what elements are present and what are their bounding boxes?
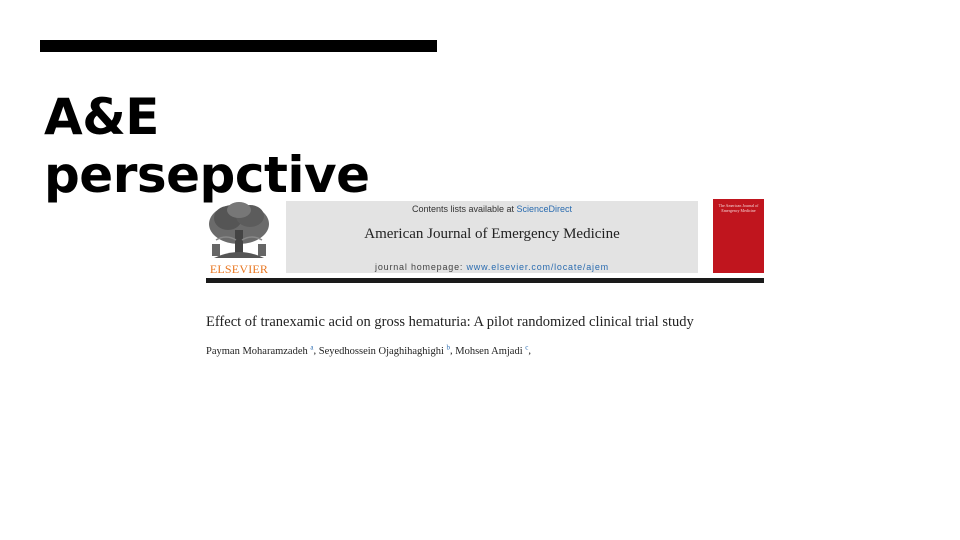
- author-list: [206, 343, 531, 357]
- paper-screenshot: [206, 198, 764, 368]
- elsevier-tree-icon: [206, 200, 272, 262]
- author-1-affiliation: a: [310, 343, 314, 351]
- author-3-name: Mohsen Amjadi: [455, 345, 523, 357]
- author-1[interactable]: [206, 343, 314, 357]
- contents-line: [286, 204, 698, 214]
- header-rule: [206, 278, 764, 283]
- elsevier-wordmark: ELSEVIER: [209, 262, 269, 276]
- slide-title-line-1: A&E: [44, 88, 159, 146]
- author-2-affiliation: b: [446, 343, 450, 351]
- article-title: Effect of tranexamic acid on gross hematuria: A pilot randomized clinical trial study: [206, 314, 694, 330]
- author-3-affiliation: c: [525, 343, 529, 351]
- slide-title: [44, 88, 370, 204]
- elsevier-logo: [206, 200, 272, 274]
- author-3[interactable]: [455, 343, 529, 357]
- author-2[interactable]: [318, 343, 450, 357]
- journal-banner: [286, 201, 698, 273]
- sciencedirect-link[interactable]: ScienceDirect: [516, 204, 573, 214]
- top-accent-bar: [40, 40, 437, 52]
- homepage-line: [286, 262, 698, 272]
- journal-name: American Journal of Emergency Medicine: [364, 226, 620, 242]
- homepage-prefix: journal homepage:: [375, 262, 467, 272]
- author-3-separator: ,: [528, 345, 531, 357]
- cover-title: The American Journal of Emergency Medicine: [718, 203, 759, 213]
- journal-cover: [713, 199, 764, 273]
- contents-prefix: Contents lists available at: [411, 204, 517, 214]
- slide-title-line-2: persepctive: [44, 146, 370, 204]
- author-1-separator: ,: [313, 345, 319, 357]
- author-2-separator: ,: [449, 345, 456, 357]
- homepage-link[interactable]: www.elsevier.com/locate/ajem: [466, 262, 609, 272]
- author-2-name: Seyedhossein Ojaghihaghighi: [318, 345, 444, 357]
- author-1-name: Payman Moharamzadeh: [206, 345, 308, 357]
